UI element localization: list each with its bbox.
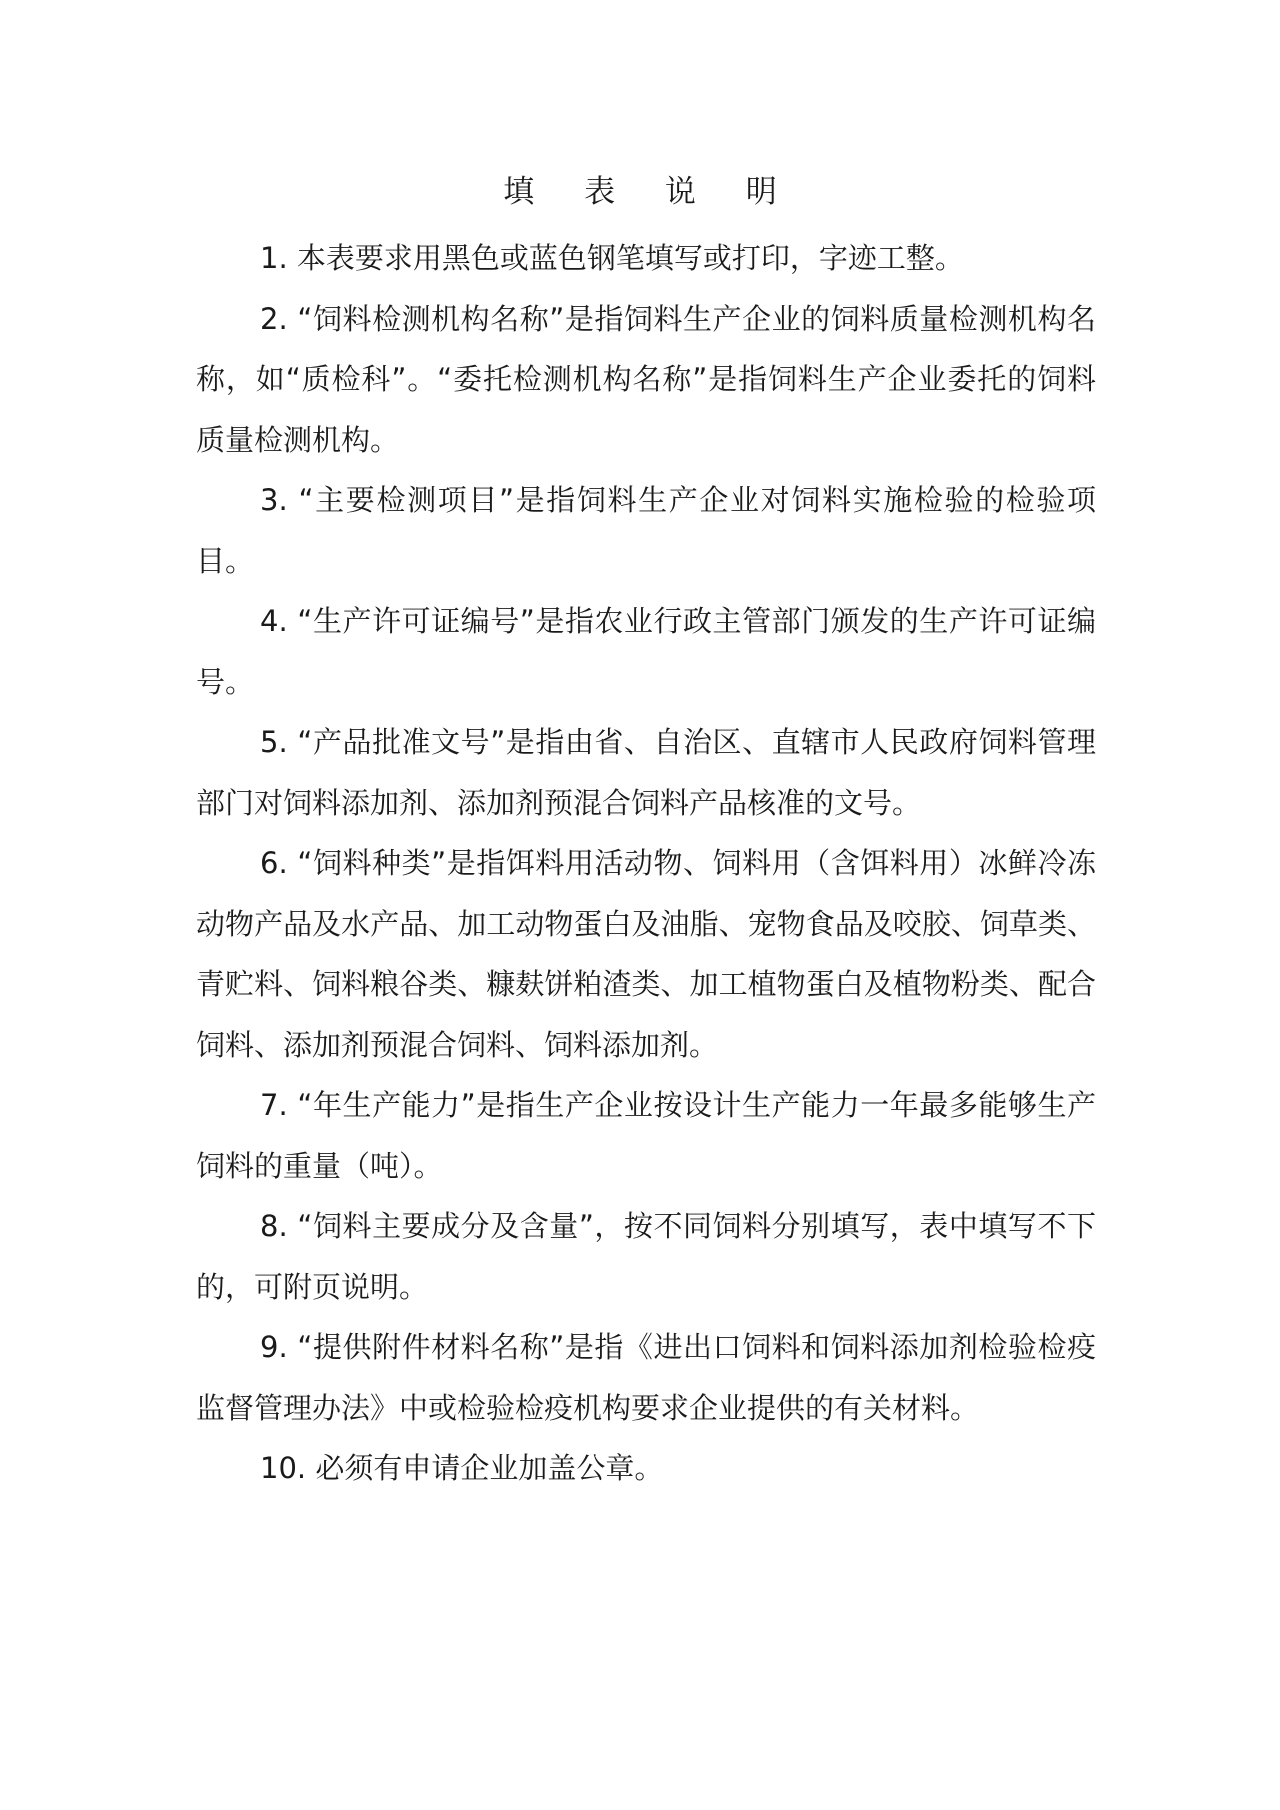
instruction-item-1: 1. 本表要求用黑色或蓝色钢笔填写或打印，字迹工整。 (260, 241, 964, 275)
instruction-item-10: 10. 必须有申请企业加盖公章。 (260, 1451, 664, 1485)
instruction-item-6: 6. “饲料种类”是指饵料用活动物、饲料用（含饵料用）冰鲜冷冻动物产品及水产品、加工动物蛋白及油脂、宠物食品及咬胶、饲草类、青贮料、饲料粮谷类、糠麸饼粕渣类、加工植物蛋白及植物粉类、配合饲料、添加剂预混合饲料、饲料添加剂。 (196, 846, 1096, 1062)
instructions-list (196, 228, 1096, 1499)
instruction-item-9: 9. “提供附件材料名称”是指《进出口饲料和饲料添加剂检验检疫监督管理办法》中或检验检疫机构要求企业提供的有关材料。 (196, 1330, 1096, 1425)
instruction-item-7: 7. “年生产能力”是指生产企业按设计生产能力一年最多能够生产饲料的重量（吨）。 (196, 1088, 1096, 1183)
instruction-item-8: 8. “饲料主要成分及含量”，按不同饲料分别填写，表中填写不下的，可附页说明。 (196, 1209, 1096, 1304)
instruction-item-2: 2. “饲料检测机构名称”是指饲料生产企业的饲料质量检测机构名称，如“质检科”。“委托检测机构名称”是指饲料生产企业委托的饲料质量检测机构。 (196, 301, 1096, 457)
instruction-item-4: 4. “生产许可证编号”是指农业行政主管部门颁发的生产许可证编号。 (196, 604, 1096, 699)
instruction-item-5: 5. “产品批准文号”是指由省、自治区、直辖市人民政府饲料管理部门对饲料添加剂、添加剂预混合饲料产品核准的文号。 (196, 725, 1096, 820)
instruction-item-3: 3. “主要检测项目”是指饲料生产企业对饲料实施检验的检验项目。 (196, 483, 1096, 578)
page-title: 填 表 说 明 (503, 174, 797, 210)
